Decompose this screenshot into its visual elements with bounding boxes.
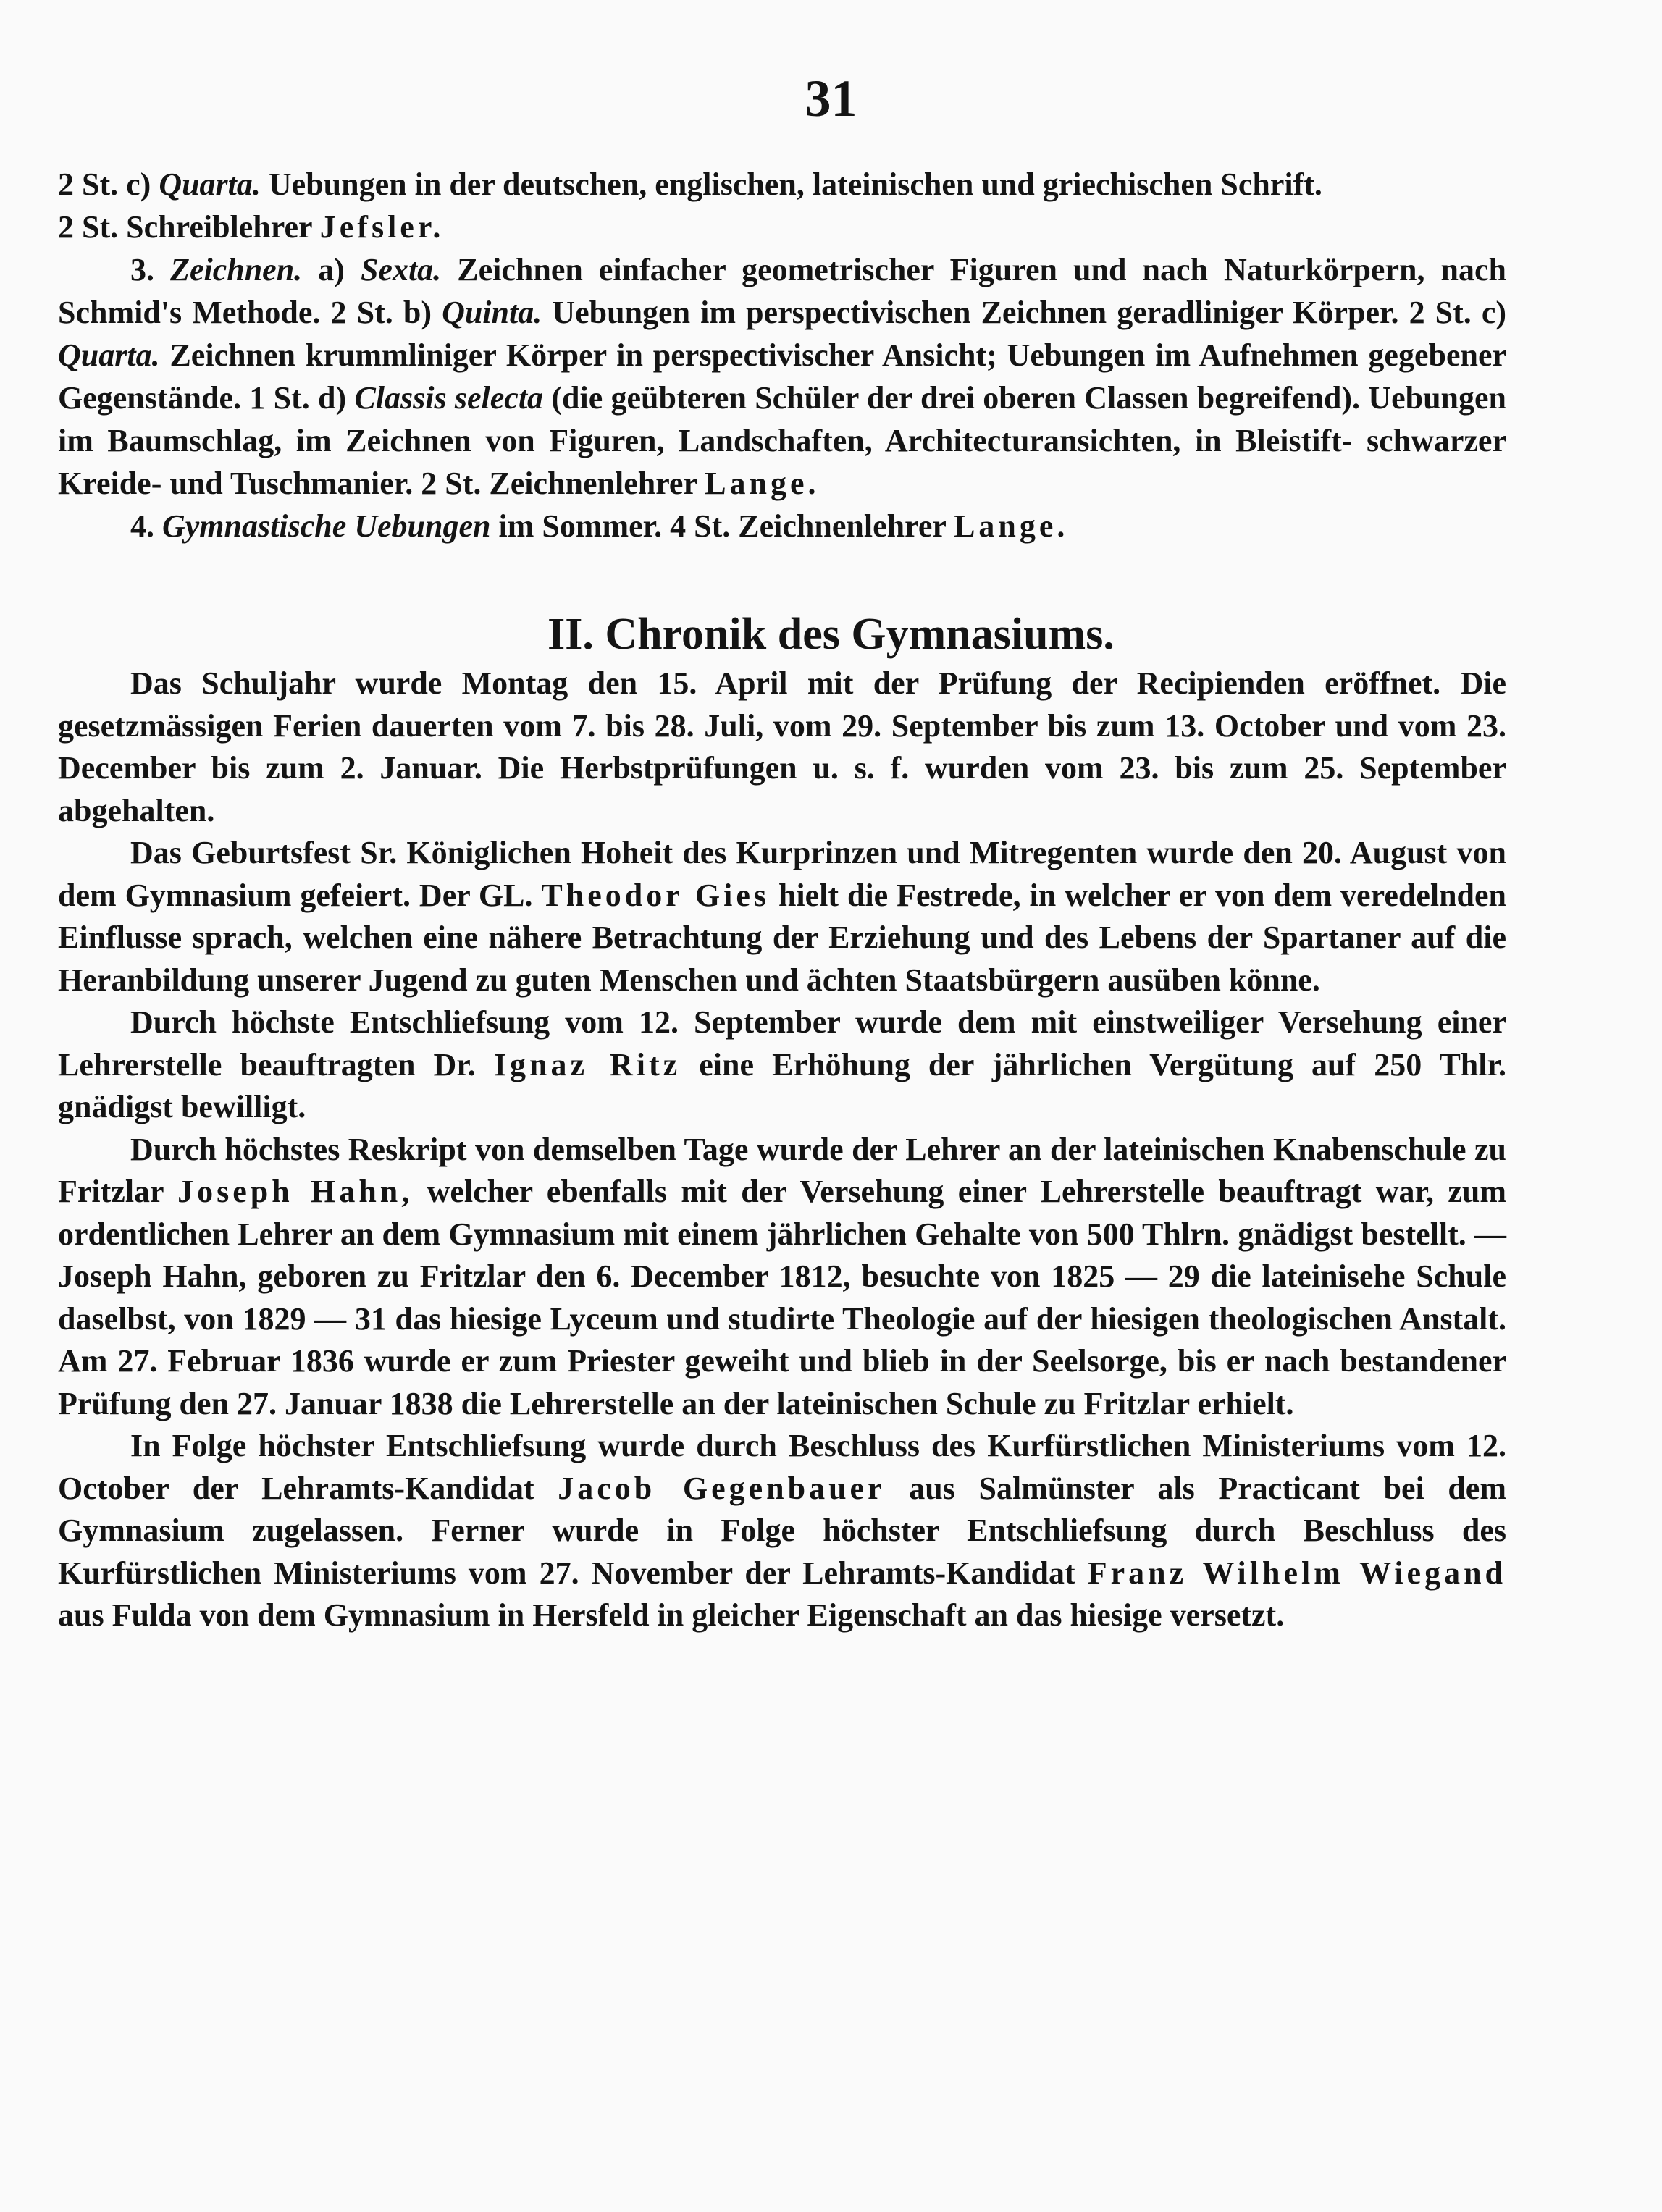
chronik-paragraph-3 <box>58 1001 1506 1129</box>
person-name: Ignaz Ritz <box>493 1046 681 1082</box>
item-text: Zeichnen krummliniger Körper in perspectivischer Ansicht; Uebungen im Aufnehmen gegebener Gegenstände. <box>58 337 1507 416</box>
chronik-paragraph-5 <box>58 1425 1506 1637</box>
item-letter: b) <box>403 295 432 330</box>
subject-gymnastik <box>58 505 1506 547</box>
subject-schreiblehrer <box>58 206 1506 248</box>
item-number: 3. <box>130 252 154 287</box>
item-text: im Sommer. <box>498 508 663 544</box>
item-number: 4. <box>130 508 154 544</box>
hours: 4 St. <box>670 508 731 544</box>
paragraph-text: hielt die Festrede, in welcher er von dem veredelnden Einflusse sprach, welchen eine nähere Betrachtung der Erziehung und des Lebens der Spartaner auf die Heranbildung unserer Jugend zu guten Menschen und ächten Staatsbürgern ausüben könne. <box>58 877 1507 998</box>
class-name: Sexta. <box>360 252 442 287</box>
hours: 2 St. <box>1409 295 1472 330</box>
teacher-title: Zeichnenlehrer <box>738 508 947 544</box>
paragraph-text: eine Erhöhung der jährlichen Vergütung auf 250 Thlr. gnädigst bewilligt. <box>58 1046 1506 1124</box>
chronik-paragraph-2 <box>58 832 1506 1001</box>
subject-list <box>58 163 1506 547</box>
subject-zeichnen <box>58 248 1506 505</box>
hours: 2 St. <box>58 167 119 202</box>
teacher-name: Lange. <box>954 508 1069 544</box>
item-text: Zeichnen einfacher geometrischer Figuren und nach Naturkörpern, nach Schmid's Methode. <box>58 252 1506 330</box>
item-text: Uebungen in der deutschen, englischen, lateinischen und griechischen Schrift. <box>268 167 1322 202</box>
hours: 1 St. <box>249 380 310 416</box>
item-letter: c) <box>126 167 151 202</box>
item-letter: d) <box>318 380 347 416</box>
subject-title: Zeichnen. <box>170 252 303 287</box>
paragraph-text: In Folge höchster Entschliefsung wurde durch Beschluss des Kurfürstlichen Ministeriums vom 12. October der Lehramts-Kandidat <box>58 1428 1506 1506</box>
class-name: Classis selecta <box>354 380 544 416</box>
section-heading: II. Chronik des Gymnasiums. <box>547 610 1115 659</box>
person-name: Joseph Hahn, <box>177 1174 414 1209</box>
item-text: (die geübteren Schüler der drei oberen Classen begreifend). Uebungen im Baumschlag, im Zeichnen von Figuren, Landschaften, Architecturansichten, in Bleistift- schwarzer Kreide- und Tuschmanier. <box>58 380 1507 501</box>
subject-quarta-schrift <box>58 163 1506 206</box>
person-name: Theodor Gies <box>541 877 770 913</box>
class-name: Quinta. <box>442 295 542 330</box>
person-name: Jacob Gegenbauer <box>558 1470 886 1506</box>
item-text: Uebungen im perspectivischen Zeichnen geradliniger Körper. <box>552 295 1399 330</box>
item-letter: a) <box>318 252 345 287</box>
item-letter: c) <box>1481 295 1507 330</box>
paragraph-text: welcher ebenfalls mit der Versehung einer Lehrerstelle beauftragt war, zum ordentlichen Lehrer an dem Gymnasium mit einem jährlichen Gehalte von 500 Thlrn. gnädigst bestellt. — Joseph Hahn, geboren zu Fritzlar den 6. December 1812, besuchte von 1825 — 29 die lateinisehe Schule daselbst, von 1829 — 31 das hiesige Lyceum und studirte Theologie auf der hiesigen theologischen Anstalt. Am 27. Februar 1836 wurde er zum Priester geweiht und blieb in der Seelsorge, bis er nach bestandener Prüfung den 27. Januar 1838 die Lehrerstelle an der lateinischen Schule zu Fritzlar erhielt. <box>58 1174 1506 1421</box>
chronik-paragraph-4 <box>58 1129 1506 1426</box>
page-number: 31 <box>805 70 857 127</box>
class-name: Quarta. <box>58 337 160 373</box>
hours: 2 St. <box>330 295 393 330</box>
teacher-title: Zeichnenlehrer <box>489 466 697 501</box>
hours: 2 St. <box>58 209 119 245</box>
paragraph-text: Durch höchstes Reskript von demselben Tage wurde der Lehrer an der lateinischen Knabenschule zu Fritzlar <box>58 1131 1506 1209</box>
paragraph-text: Das Geburtsfest Sr. Königlichen Hoheit des Kurprinzen und Mitregenten wurde den 20. August von dem Gymnasium gefeiert. Der GL. <box>58 835 1506 913</box>
subject-title: Gymnastische Uebungen <box>162 508 491 544</box>
class-name: Quarta. <box>159 167 261 202</box>
teacher-name: Lange. <box>705 466 820 501</box>
chronik-paragraph-1: Das Schuljahr wurde Montag den 15. April mit der Prüfung der Recipienden eröffnet. Die gesetzmässigen Ferien dauerten vom 7. bis 28. Juli, vom 29. September bis zum 13. October und vom 23. December bis zum 2. Januar. Die Herbstprüfungen u. s. f. wurden vom 23. bis zum 25. September abgehalten. <box>58 665 1506 828</box>
hours: 2 St. <box>421 466 482 501</box>
chronik-body <box>58 663 1506 1637</box>
paragraph-text: aus Fulda von dem Gymnasium in Hersfeld in gleicher Eigenschaft an das hiesige versetzt. <box>58 1597 1285 1633</box>
teacher-name: Jefsler. <box>319 209 445 245</box>
paragraph-text: Durch höchste Entschliefsung vom 12. September wurde dem mit einstweiliger Versehung einer Lehrerstelle beauftragten Dr. <box>58 1004 1506 1082</box>
person-name: Franz Wilhelm Wiegand <box>1087 1555 1507 1591</box>
teacher-title: Schreiblehrer <box>126 209 312 245</box>
paragraph-text: aus Salmünster als Practicant bei dem Gymnasium zugelassen. Ferner wurde in Folge höchster Entschliefsung durch Beschluss des Kurfürstlichen Ministeriums vom 27. November der Lehramts-Kandidat <box>58 1470 1506 1591</box>
